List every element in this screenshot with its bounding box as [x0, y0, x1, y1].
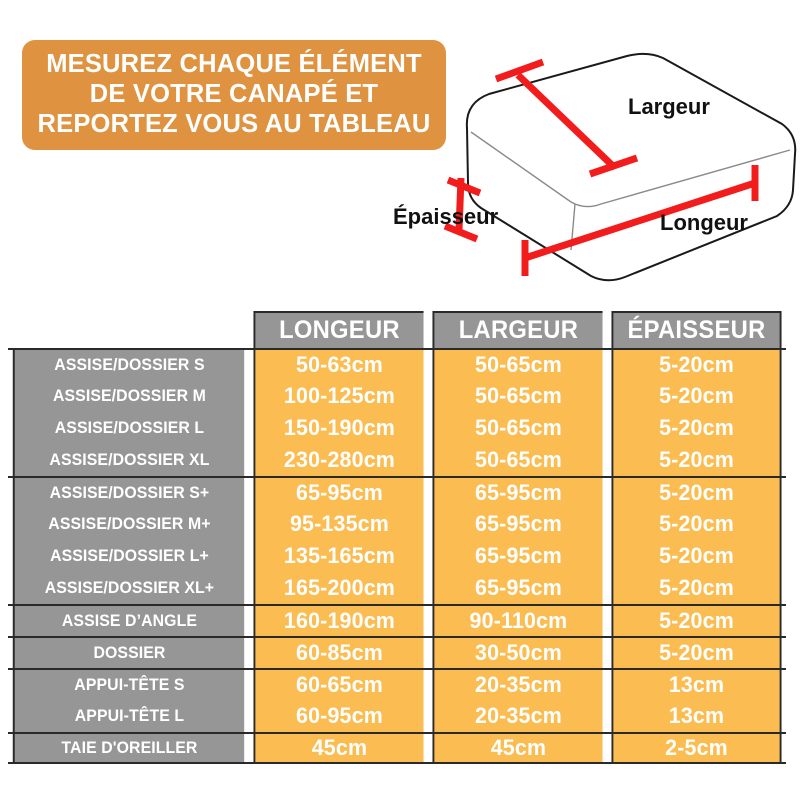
- row-label: ASSISE/DOSSIER XL: [13, 444, 244, 476]
- row-label: ASSISE D’ANGLE: [13, 606, 244, 636]
- row-label: APPUI-TÊTE L: [13, 700, 244, 732]
- row-largeur: 65-95cm: [432, 478, 602, 508]
- row-epaisseur: 5-20cm: [611, 350, 781, 380]
- row-label: APPUI-TÊTE S: [13, 670, 244, 700]
- row-label: ASSISE/DOSSIER L: [13, 412, 244, 444]
- row-longeur: 150-190cm: [253, 412, 423, 444]
- instruction-banner: [22, 40, 446, 150]
- row-largeur: 45cm: [432, 734, 602, 762]
- table-row: [8, 732, 786, 764]
- row-epaisseur: 5-20cm: [611, 380, 781, 412]
- row-epaisseur: 5-20cm: [611, 444, 781, 476]
- row-epaisseur: 13cm: [611, 700, 781, 732]
- row-longeur: 160-190cm: [253, 606, 423, 636]
- row-epaisseur: 5-20cm: [611, 508, 781, 540]
- row-longeur: 165-200cm: [253, 572, 423, 604]
- row-largeur: 20-35cm: [432, 670, 602, 700]
- row-longeur: 50-63cm: [253, 350, 423, 380]
- size-table: [8, 311, 786, 764]
- row-epaisseur: 2-5cm: [611, 734, 781, 762]
- row-largeur: 50-65cm: [432, 444, 602, 476]
- row-largeur: 30-50cm: [432, 638, 602, 668]
- table-row: [8, 412, 786, 444]
- row-epaisseur: 5-20cm: [611, 572, 781, 604]
- column-header-largeur: LARGEUR: [432, 311, 602, 348]
- banner-line-2: DE VOTRE CANAPÉ ET: [89, 80, 379, 108]
- row-longeur: 100-125cm: [253, 380, 423, 412]
- row-label: DOSSIER: [13, 638, 244, 668]
- row-label: ASSISE/DOSSIER L+: [13, 540, 244, 572]
- row-longeur: 95-135cm: [253, 508, 423, 540]
- table-row: [8, 668, 786, 700]
- row-epaisseur: 5-20cm: [611, 540, 781, 572]
- row-label: ASSISE/DOSSIER S+: [13, 478, 244, 508]
- row-epaisseur: 5-20cm: [611, 606, 781, 636]
- row-label: ASSISE/DOSSIER M+: [13, 508, 244, 540]
- row-epaisseur: 5-20cm: [611, 638, 781, 668]
- row-label: ASSISE/DOSSIER XL+: [13, 572, 244, 604]
- row-epaisseur: 5-20cm: [611, 412, 781, 444]
- table-row: [8, 348, 786, 380]
- table-row: [8, 604, 786, 636]
- row-epaisseur: 13cm: [611, 670, 781, 700]
- row-label: TAIE D'OREILLER: [13, 734, 244, 762]
- table-row: [8, 444, 786, 476]
- row-largeur: 50-65cm: [432, 350, 602, 380]
- row-label: ASSISE/DOSSIER S: [13, 350, 244, 380]
- table-row: [8, 572, 786, 604]
- row-largeur: 50-65cm: [432, 412, 602, 444]
- cushion-illustration: [385, 28, 800, 290]
- row-largeur: 90-110cm: [432, 606, 602, 636]
- row-longeur: 60-85cm: [253, 638, 423, 668]
- row-longeur: 230-280cm: [253, 444, 423, 476]
- row-epaisseur: 5-20cm: [611, 478, 781, 508]
- table-header-row: [8, 311, 786, 348]
- row-largeur: 50-65cm: [432, 380, 602, 412]
- table-row: [8, 476, 786, 508]
- largeur-arrow: [496, 62, 637, 174]
- table-row: [8, 636, 786, 668]
- column-header-epaisseur: ÉPAISSEUR: [611, 311, 781, 348]
- diagram-label-epaisseur: Épaisseur: [393, 204, 499, 229]
- row-longeur: 65-95cm: [253, 478, 423, 508]
- row-label: ASSISE/DOSSIER M: [13, 380, 244, 412]
- row-largeur: 65-95cm: [432, 572, 602, 604]
- banner-line-3: REPORTEZ VOUS AU TABLEAU: [37, 110, 431, 138]
- diagram-label-longeur: Longeur: [660, 210, 748, 235]
- table-row: [8, 540, 786, 572]
- table-row: [8, 380, 786, 412]
- table-row: [8, 700, 786, 732]
- diagram-label-largeur: Largeur: [628, 94, 710, 119]
- table-row: [8, 508, 786, 540]
- cushion-diagram: [385, 28, 800, 290]
- row-longeur: 135-165cm: [253, 540, 423, 572]
- table-corner-cell: [14, 311, 243, 348]
- row-largeur: 65-95cm: [432, 508, 602, 540]
- column-header-longeur: LONGEUR: [253, 311, 423, 348]
- row-longeur: 60-95cm: [253, 700, 423, 732]
- row-largeur: 65-95cm: [432, 540, 602, 572]
- row-longeur: 45cm: [253, 734, 423, 762]
- row-longeur: 60-65cm: [253, 670, 423, 700]
- banner-line-1: MESUREZ CHAQUE ÉLÉMENT: [46, 50, 422, 78]
- row-largeur: 20-35cm: [432, 700, 602, 732]
